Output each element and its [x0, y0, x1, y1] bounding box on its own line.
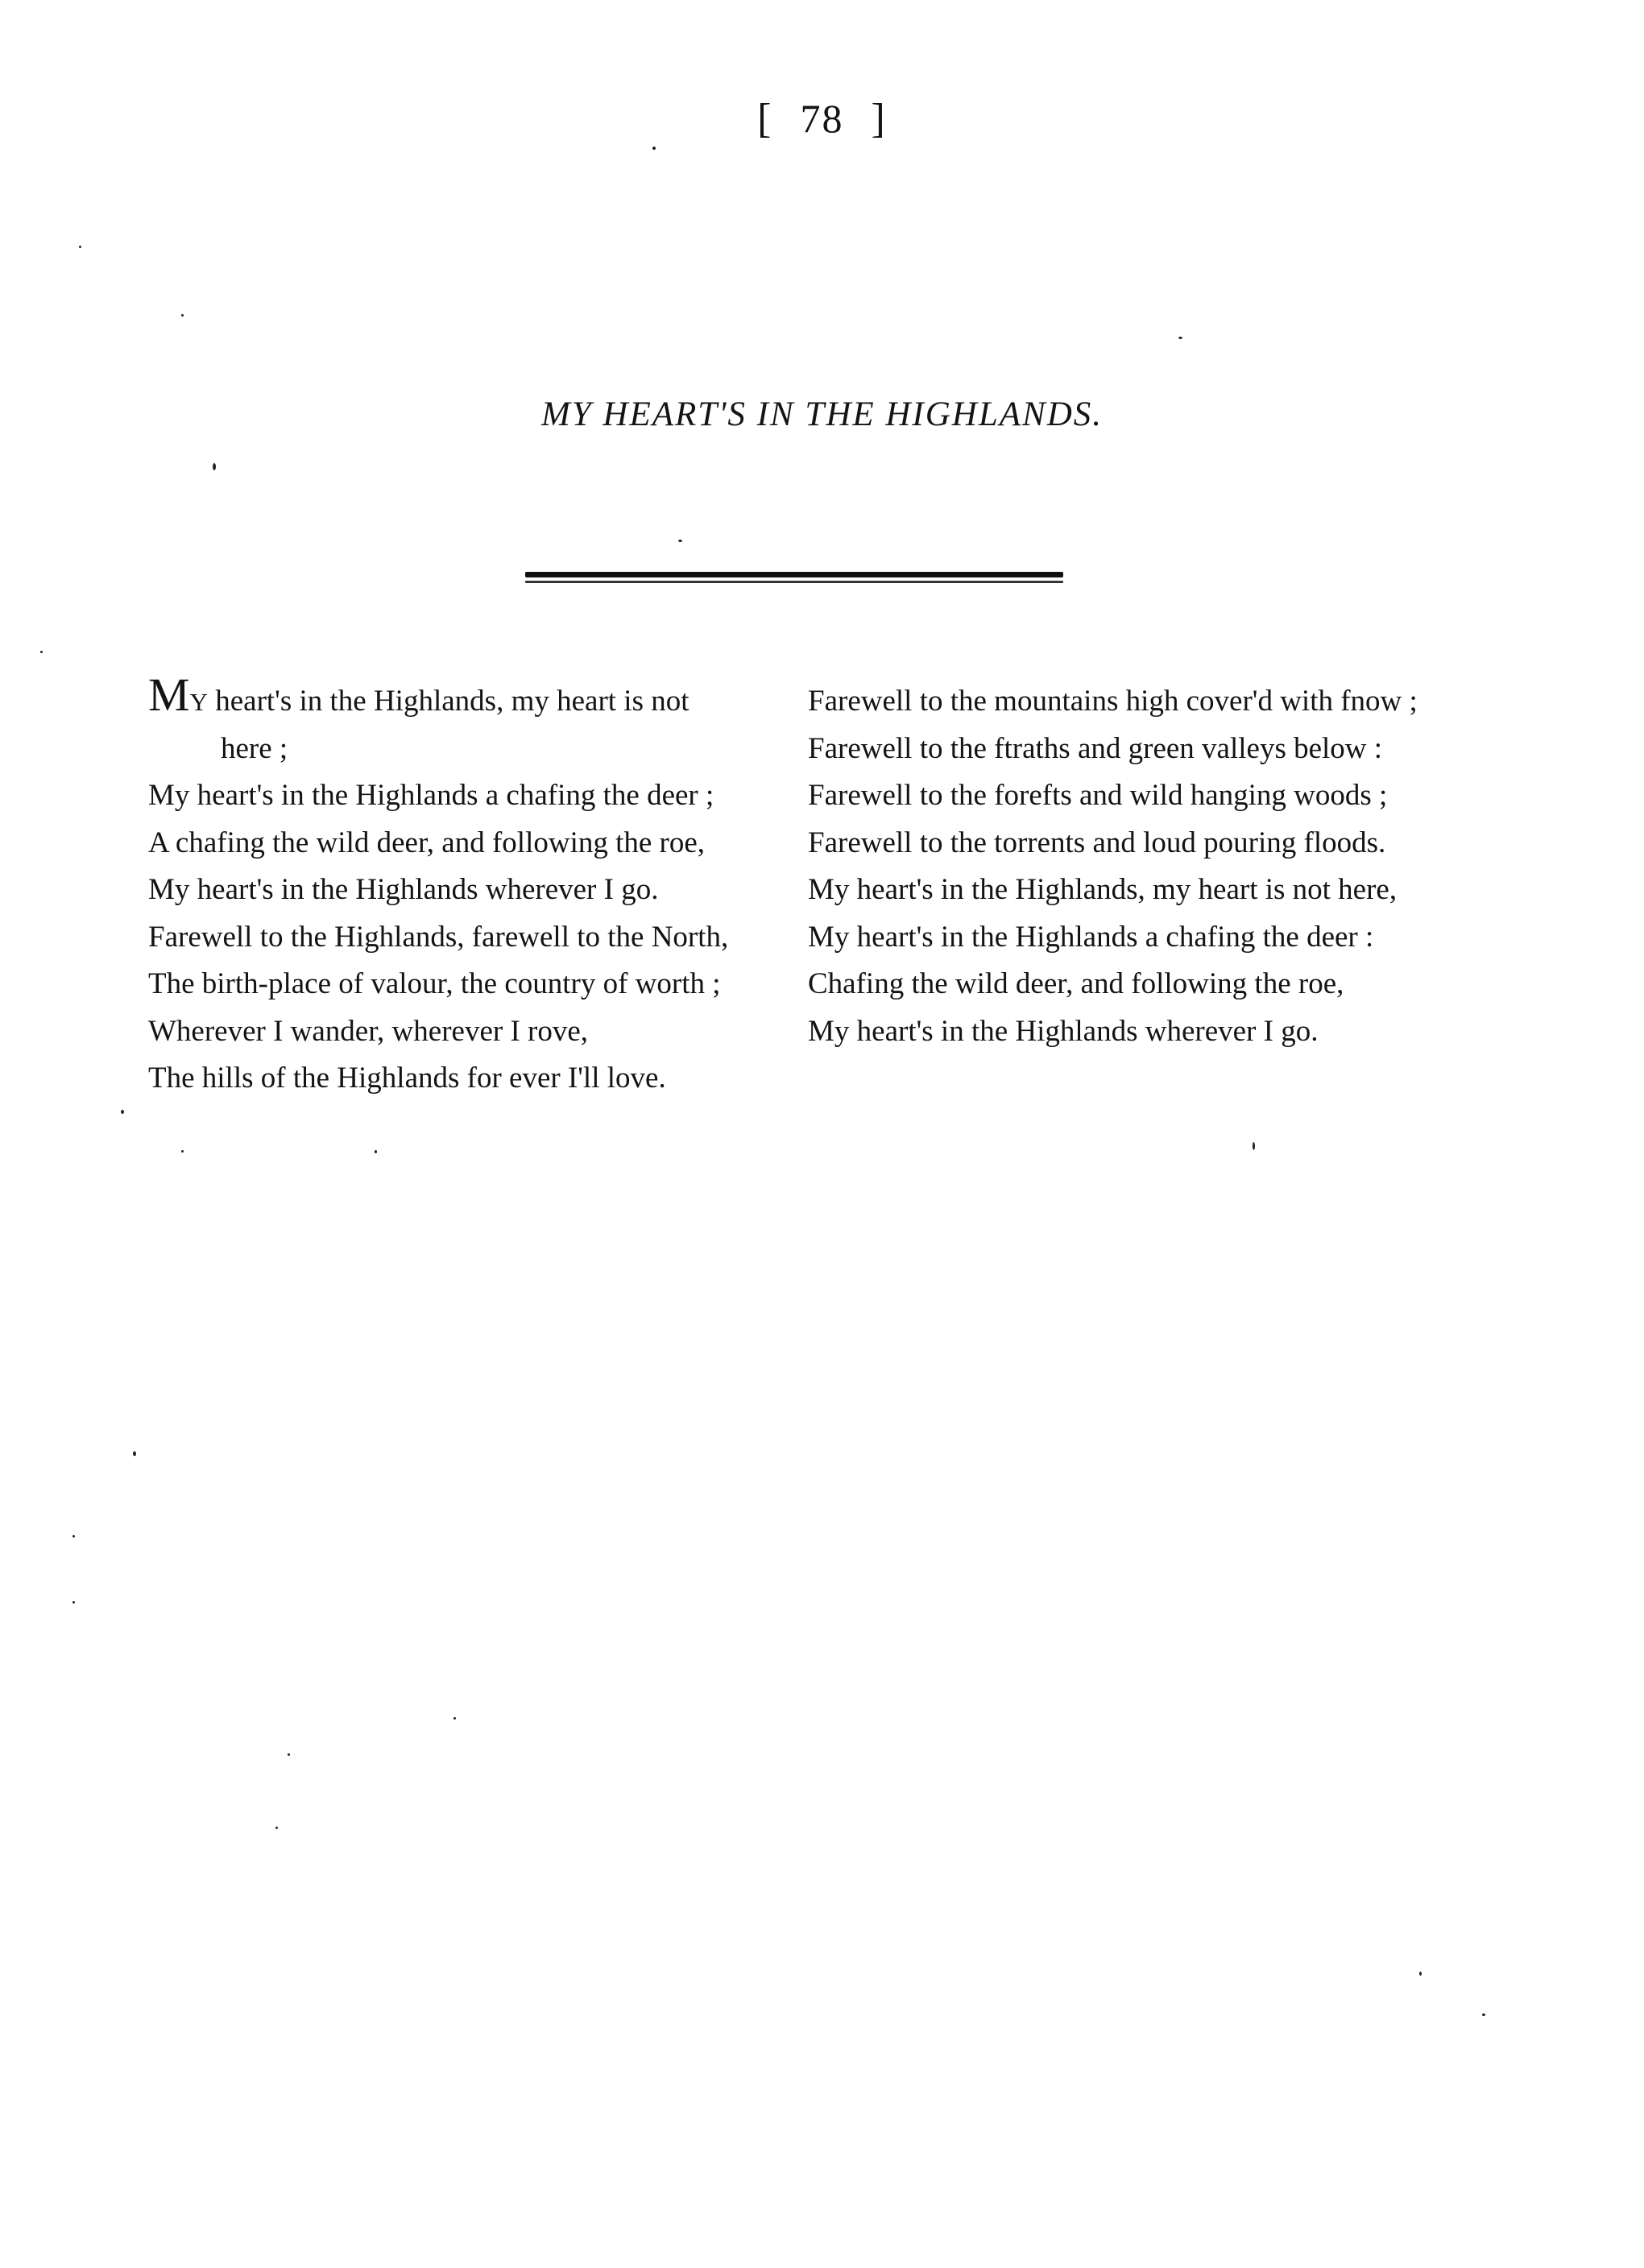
- verse-line: Farewell to the forefts and wild hanging woods ;: [808, 779, 1388, 812]
- scan-speck: [40, 651, 43, 653]
- scan-speck: [72, 1601, 75, 1604]
- drop-cap: M: [148, 668, 190, 721]
- title-divider-thick-line: [525, 572, 1063, 577]
- verse-line: Farewell to the torrents and loud pouring floods.: [808, 826, 1386, 859]
- verse-line: My heart's in the Highlands a chafing the deer :: [808, 920, 1374, 954]
- scan-speck: [1482, 2013, 1485, 2016]
- drop-cap-rest: Y: [189, 688, 208, 716]
- scan-speck: [133, 1451, 136, 1456]
- verse-line: A chafing the wild deer, and following the roe,: [148, 826, 706, 859]
- verse-line: The hills of the Highlands for ever I'll love.: [148, 1062, 666, 1095]
- scan-speck: [1253, 1142, 1255, 1150]
- scan-speck: [181, 1150, 184, 1153]
- scan-speck: [79, 246, 81, 248]
- scan-speck: [1419, 1972, 1422, 1976]
- scan-speck: [72, 1535, 75, 1538]
- verse-line: My heart's in the Highlands a chafing the deer ;: [148, 779, 714, 812]
- page-number-close-bracket: ]: [871, 96, 887, 142]
- verse-line: here ;: [221, 731, 288, 765]
- first-line-text: heart's in the Highlands, my heart is not: [207, 685, 689, 718]
- scan-speck: [1178, 337, 1182, 339]
- scan-speck: [453, 1717, 456, 1720]
- scan-speck: [288, 1753, 290, 1756]
- verse-line: My heart's in the Highlands wherever I go.: [808, 1014, 1319, 1048]
- verse-line: Farewell to the Highlands, farewell to the North,: [148, 920, 729, 954]
- scan-speck: [213, 463, 216, 470]
- verse-line: My heart's in the Highlands wherever I go.: [148, 873, 659, 906]
- scan-speck: [678, 540, 682, 542]
- verse-line: Farewell to the ftraths and green valleys below :: [808, 731, 1383, 765]
- verse-line: Wherever I wander, wherever I rove,: [148, 1014, 589, 1048]
- scan-speck: [652, 147, 656, 150]
- scan-speck: [275, 1827, 278, 1829]
- verse-line-first: [148, 668, 793, 726]
- scan-speck: [375, 1150, 377, 1153]
- scan-speck: [121, 1110, 124, 1114]
- verse-line: Chafing the wild deer, and following the roe,: [808, 967, 1344, 1000]
- poem-title: MY HEART'S IN THE HIGHLANDS.: [540, 395, 1104, 433]
- verse-line: The birth-place of valour, the country of worth ;: [148, 967, 721, 1000]
- scan-speck: [181, 314, 184, 317]
- poem-right-column: [808, 678, 1452, 1055]
- title-divider-thin-line: [525, 581, 1063, 583]
- poem-left-column: [148, 668, 793, 1103]
- page-number-open-bracket: [: [757, 96, 773, 142]
- page-number-digits: 78: [800, 96, 844, 141]
- verse-line: My heart's in the Highlands, my heart is not here,: [808, 873, 1398, 906]
- page-number: [0, 95, 1644, 143]
- verse-line: Farewell to the mountains high cover'd with fnow ;: [808, 685, 1418, 718]
